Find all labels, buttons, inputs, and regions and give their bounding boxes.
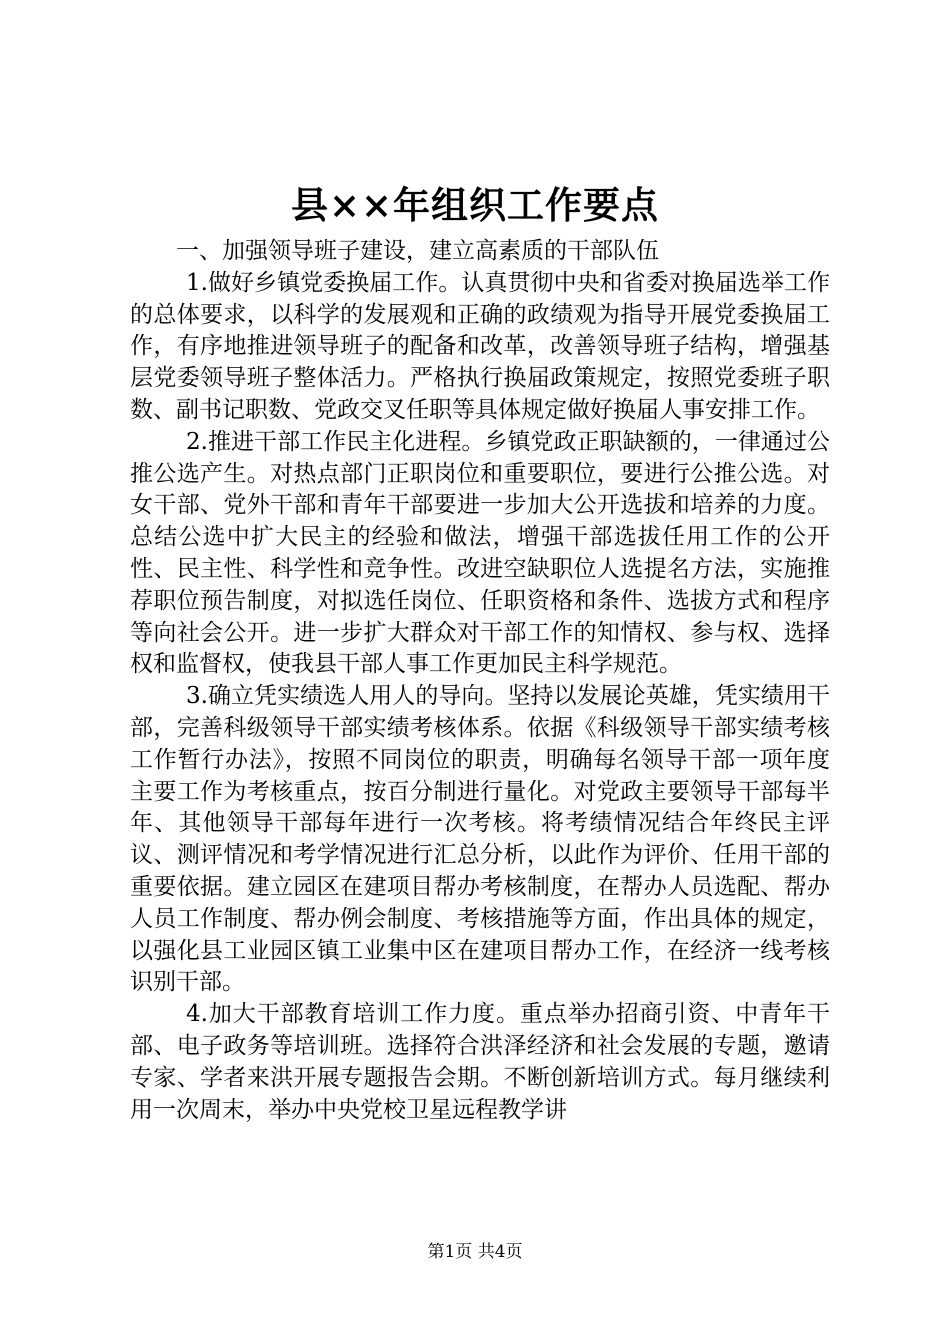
paragraph-1: 1.做好乡镇党委换届工作。认真贯彻中央和省委对换届选举工作的总体要求，以科学的发展观和正确的政绩观为指导开展党委换届工作，有序地推进领导班子的配备和改革，改善领导班子结构，增强基层党委领导班子整体活力。严格执行换届政策规定，按照党委班子职数、副书记职数、党政交叉任职等具体规定做好换届人事安排工作。 xyxy=(130,269,830,423)
paragraph-4: 4.加大干部教育培训工作力度。重点举办招商引资、中青年干部、电子政务等培训班。选择符合洪泽经济和社会发展的专题，邀请专家、学者来洪开展专题报告会期。不断创新培训方式。每月继续利用一次周末，举办中央党校卫星远程教学讲 xyxy=(130,1001,830,1123)
document-title: 县××年组织工作要点 xyxy=(290,183,659,227)
paragraph-2: 2.推进干部工作民主化进程。乡镇党政正职缺额的，一律通过公推公选产生。对热点部门正职岗位和重要职位，要进行公推公选。对女干部、党外干部和青年干部要进一步加大公开选拔和培养的力度。总结公选中扩大民主的经验和做法，增强干部选拔任用工作的公开性、民主性、科学性和竞争性。改进空缺职位人选提名方法，实施推荐职位预告制度，对拟选任岗位、任职资格和条件、选拔方式和程序等向社会公开。进一步扩大群众对干部工作的知情权、参与权、选择权和监督权，使我县干部人事工作更加民主科学规范。 xyxy=(130,428,830,678)
paragraph-3: 3.确立凭实绩选人用人的导向。坚持以发展论英雄，凭实绩用干部，完善科级领导干部实绩考核体系。依据《科级领导干部实绩考核工作暂行办法》，按照不同岗位的职责，明确每名领导干部一项年度主要工作为考核重点，按百分制进行量化。对党政主要领导干部每半年、其他领导干部每年进行一次考核。将考绩情况结合年终民主评议、测评情况和考学情况进行汇总分析，以此作为评价、任用干部的重要依据。建立园区在建项目帮办考核制度，在帮办人员选配、帮办人员工作制度、帮办例会制度、考核措施等方面，作出具体的规定，以强化县工业园区镇工业集中区在建项目帮办工作，在经济一线考核识别干部。 xyxy=(130,683,830,996)
document-body xyxy=(130,236,830,1126)
page-number-footer: 第1页 共4页 xyxy=(427,1242,523,1262)
section-heading: 一、加强领导班子建设，建立高素质的干部队伍 xyxy=(176,238,659,264)
